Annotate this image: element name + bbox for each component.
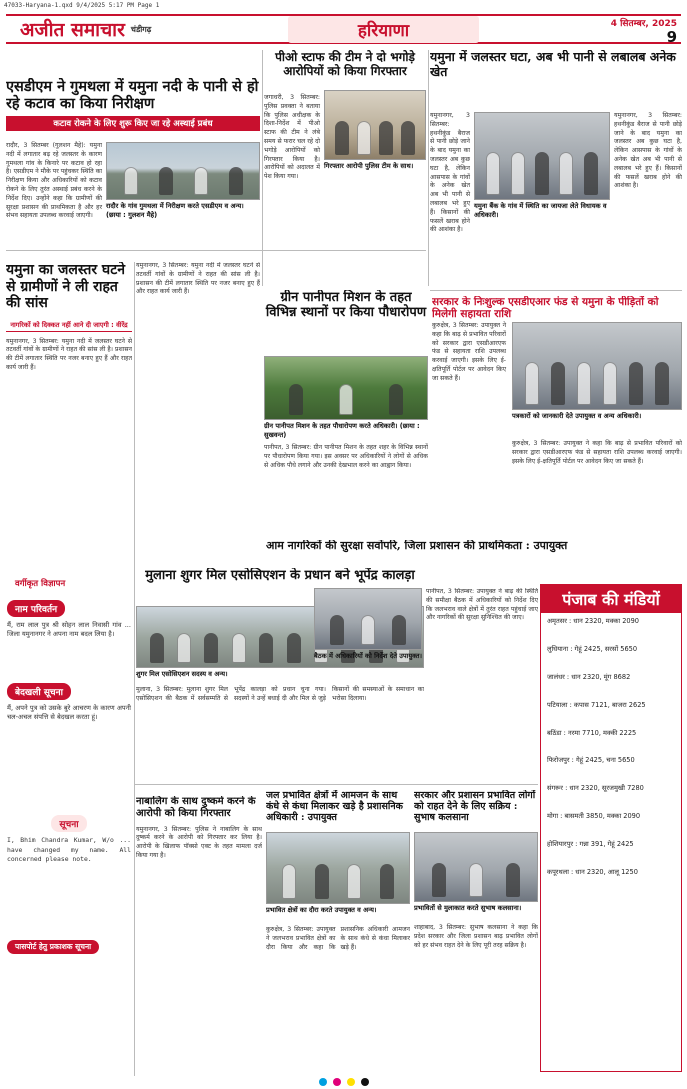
mandi-line: बठिंडा : नरमा 7710, मक्की 2225 (547, 728, 637, 737)
article-photo (314, 588, 422, 650)
article-subhead: कटाव रोकने के लिए शुरू किए जा रहे अस्थाई प्रबंध (6, 116, 260, 131)
article-headline: नाबालिग के साथ दुष्कर्म करने के आरोपी को किया गिरफ्तार (136, 796, 256, 819)
article-headline: जल प्रभावित क्षेत्रों में आमजन के साथ कंधे से कंधा मिलाकर खड़े है प्रशासनिक अधिकारी : उपायुक्त (266, 790, 403, 824)
paper-city: चंडीगढ़ (130, 24, 152, 34)
mandi-line: होशियारपुर : गन्ना 391, गेहूं 2425 (547, 840, 634, 849)
mandi-line: अमृतसर : धान 2320, मक्का 2090 (547, 617, 639, 625)
section-title-wrap (206, 16, 561, 42)
column-rule (428, 50, 429, 286)
article-headline: मुलाना शुगर मिल एसोसिएशन के प्रधान बने भूपेंद्र कालड़ा (145, 568, 415, 583)
article-body: जगाधरी, 3 सितम्बर: पुलिस प्रवक्ता ने बताया कि पुलिस अधीक्षक के दिशा-निर्देश में पीओ स्टाफ की टीम ने लंबे समय से फरार चल रहे दो भगोड़े आरोपियों को गिरफ्तार किया है। आरोपियों को अदालत में पेश किया गया। (264, 94, 320, 181)
mandi-list (541, 613, 681, 900)
photo-caption: रादौर के गांव गुमथला में निरीक्षण करते एसडीएम व अन्य। (छाया : गुलशन मैहे) (106, 202, 244, 219)
mandi-line: फिरोजपुर : गेहूं 2425, चना 5650 (547, 756, 635, 765)
disown-tag: बेदखली सूचना (7, 683, 71, 700)
article-body: पानीपत, 3 सितम्बर: उपायुक्त ने बाढ़ की स्थिति की समीक्षा बैठक में अधिकारियों को निर्देश दिए कि जलभराव वाले क्षेत्रों में तुरंत राहत पहुंचाई जाए और नागरिकों की सुरक्षा सुनिश्चित की जाए। (426, 588, 538, 622)
print-slug: 47033-Haryana-1.qxd 9/4/2025 5:17 PM Page 1 (4, 2, 160, 9)
article-photo (264, 356, 428, 420)
article-gumthala (6, 78, 260, 238)
article-headline: सरकार के निःशुल्क एसडीएआर फंड से यमुना के पीड़ितों को मिलेगी सहायता राशि (432, 296, 659, 321)
article-headline: सरकार और प्रशासन प्रभावित लोगों को राहत देने के लिए सक्रिय : सुभाष कलसाना (414, 790, 536, 824)
mandi-line: संगरूर : धान 2320, सूरजमुखी 7280 (547, 784, 644, 793)
article-body: कुरुक्षेत्र, 3 सितम्बर: उपायुक्त ने जलभराव प्रभावित क्षेत्रों का दौरा किया और कहा कि प्रशासनिक अधिकारी आमजन के साथ कंधे से कंधा मिलाकर खड़े हैं। (266, 926, 410, 951)
article-photo (512, 322, 682, 410)
article-headline: यमुना में जलस्तर घटा, अब भी पानी से लबालब अनेक खेत (430, 50, 676, 79)
article-photo (266, 832, 410, 904)
article-body-cont: कुरुक्षेत्र, 3 सितम्बर: उपायुक्त ने कहा कि बाढ़ से प्रभावित परिवारों को सरकार द्वारा एसडीआरएफ फंड से सहायता राशि उपलब्ध करवाई जाएगी। इसके लिए ई-क्षतिपूर्ति पोर्टल पर आवेदन किए जा सकते हैं। (512, 440, 682, 465)
article-photo (324, 90, 426, 160)
article-body: मुलाना, 3 सितम्बर: मुलाना शुगर मिल एसोसिएशन की बैठक में सर्वसम्मति से भूपेंद्र कालड़ा को प्रधान चुना गया। सदस्यों ने उन्हें बधाई दी और मिल से जुड़े किसानों की समस्याओं के समाधान का भरोसा दिलाया। (136, 686, 424, 702)
article-arrest (136, 796, 262, 1076)
article-dc-safety-head (260, 540, 680, 580)
article-body: यमुनानगर, 3 सितम्बर: यमुना नदी में जलस्तर घटने से तटवर्ती गांवों के ग्रामीणों ने राहत की सांस ली है। प्रशासन की टीमें लगातार स्थिति पर नजर बनाए हुए हैं और राहत कार्य जारी हैं। (6, 337, 132, 371)
passport-tag: पासपोर्ट हेतु प्रकाशक सूचना (7, 940, 99, 954)
photo-caption: शुगर मिल एसोसिएशन सदस्य व अन्य। (136, 670, 228, 678)
article-body-cont: यमुनानगर, 3 सितम्बर: हथनीकुंड बैराज से पानी छोड़े जाने के बाद यमुना का जलस्तर अब कुछ घटा है, लेकिन आसपास के गांवों के अनेक खेत अब भी पानी से लबालब भरे हुए हैं। किसानों की फसलें खराब होने की आशंका है। (614, 112, 682, 190)
masthead-brand (6, 16, 206, 42)
name-change-tag: नाम परिवर्तन (7, 600, 65, 617)
article-body: यमुनानगर, 3 सितम्बर: हथनीकुंड बैराज से पानी छोड़े जाने के बाद यमुना का जलस्तर अब कुछ घटा है, लेकिन आसपास के गांवों के अनेक खेत अब भी पानी से लबालब भरे हुए हैं। किसानों की फसलें खराब होने की आशंका है। (430, 112, 470, 234)
photo-caption: ग्रीन पानीपत मिशन के तहत पौधारोपण करते अधिकारी। (छाया : सुखवन्त) (264, 422, 420, 439)
section-rule (430, 290, 682, 291)
photo-caption: यमुना बैंक के गांव में स्थिति का जायजा लेते विधायक व अधिकारी। (474, 202, 607, 219)
article-dc-safety-body (426, 588, 538, 788)
article-headline: पीओ स्टाफ की टीम ने दो भगोड़े आरोपियों को किया गिरफ्तार (275, 50, 415, 79)
article-body: पानीपत, 3 सितम्बर: ग्रीन पानीपत मिशन के तहत शहर के विभिन्न स्थानों पर पौधारोपण किया गया। इस अवसर पर अधिकारियों ने लोगों से अधिक से अधिक पौधे लगाने और उनकी देखभाल करने का आह्वान किया। (264, 444, 428, 469)
name-change-text: मैं, राम लाल पुत्र श्री सोहन लाल निवासी गांव ... जिला यमुनानगर ने अपना नाम बदल लिया है। (7, 621, 131, 639)
article-photo (474, 112, 610, 200)
masthead (6, 14, 681, 44)
article-body: शाहाबाद, 3 सितम्बर: सुभाष कलसाना ने कहा कि प्रदेश सरकार और जिला प्रशासन बाढ़ प्रभावित लोगों को हर संभव राहत देने के लिए पूरी तरह सक्रिय है। (414, 924, 538, 949)
photo-caption: बैठक में अधिकारियों को निर्देश देते उपायुक्त। (314, 652, 422, 660)
article-body-cont: यमुनानगर, 3 सितम्बर: यमुना नदी में जलस्तर घटने से तटवर्ती गांवों के ग्रामीणों ने राहत की सांस ली है। प्रशासन की टीमें लगातार स्थिति पर नजर बनाए हुए हैं और राहत कार्य जारी हैं। (136, 262, 260, 296)
mandi-line: पटियाला : कपास 7121, बाजरा 2625 (547, 700, 646, 709)
masthead-meta (561, 16, 681, 46)
article-relief (6, 262, 132, 562)
mandi-line: जालंधर : धान 2320, मूंग 8682 (547, 672, 631, 681)
article-headline: एसडीएम ने गुमथला में यमुना नदी के पानी से हो रहे कटाव का किया निरीक्षण (6, 78, 259, 113)
punjab-mandi-box (540, 584, 682, 1072)
mandi-line: कपूरथला : धान 2320, आलू 1250 (547, 868, 638, 877)
mandi-line: लुधियाना : गेहूं 2425, सरसों 5650 (547, 644, 638, 653)
article-yamuna-level (430, 50, 682, 282)
classified-sidebar (6, 568, 132, 1073)
article-body: कुरुक्षेत्र, 3 सितम्बर: उपायुक्त ने कहा कि बाढ़ से प्रभावित परिवारों को सरकार द्वारा एसडीआरएफ फंड से सहायता राशि उपलब्ध करवाई जाएगी। इसके लिए ई-क्षतिपूर्ति पोर्टल पर आवेदन किए जा सकते हैं। (432, 322, 506, 382)
article-body: यमुनानगर, 3 सितम्बर: पुलिस ने नाबालिग के साथ दुष्कर्म करने के आरोपी को गिरफ्तार कर लिया है। आरोपी के खिलाफ पॉक्सो एक्ट के तहत मामला दर्ज किया गया है। (136, 825, 262, 859)
mandi-line: मोगा : बासमती 3850, मक्का 2090 (547, 812, 641, 821)
section-rule (134, 784, 538, 785)
article-dc-safety-photo (270, 588, 422, 754)
article-photo (414, 832, 538, 902)
article-po-staff (264, 50, 426, 240)
paper-name: अजीत समाचार (20, 19, 125, 41)
issue-date: 4 सितम्बर, 2025 (610, 19, 677, 29)
color-registration-strip (0, 1078, 687, 1089)
photo-caption: पत्रकारों को जानकारी देते उपायुक्त व अन्य अधिकारी। (512, 412, 642, 420)
notice-text: I, Bhim Chandra Kumar, W/o ... have changed my name. All concerned please note. (7, 836, 131, 863)
disown-text: मैं, अपने पुत्र को उसके बुरे आचरण के कारण अपनी चल-अचल संपत्ति से बेदखल करता हूं। (7, 703, 131, 722)
section-title: हरियाणा (288, 16, 479, 43)
photo-caption: प्रभावित क्षेत्रों का दौरा करते उपायुक्त व अन्य। (266, 906, 377, 914)
article-relief-cont (136, 262, 260, 562)
section-rule (6, 250, 426, 251)
article-kalsana (414, 790, 538, 1076)
article-photo (106, 142, 260, 200)
article-sdrf-fund (432, 296, 682, 536)
photo-caption: गिरफ्तार आरोपी पुलिस टीम के साथ। (324, 162, 414, 170)
page-number: 9 (666, 28, 677, 46)
article-green-panipat (264, 290, 428, 520)
photo-caption: प्रभावितों से मुलाकात करते सुभाष कलसाना। (414, 904, 522, 912)
article-headline: आम नागरिकों की सुरक्षा सर्वोपरि, जिला प्रशासन की प्राथमिकता : उपायुक्त (266, 540, 568, 552)
mandi-title: पंजाब की मंडियों (541, 585, 681, 613)
article-headline: यमुना का जलस्तर घटने से ग्रामीणों ने ली राहत की सांस (6, 262, 126, 312)
article-headline: ग्रीन पानीपत मिशन के तहत विभिन्न स्थानों पर किया पौधारोपण (265, 290, 427, 321)
column-rule (134, 262, 135, 1076)
article-body: रादौर, 3 सितम्बर (गुलशन मैहे): यमुना नदी में लगातार बढ़ रहे जलस्तर के कारण गुमथला गांव के किनारे पर कटाव हो रहा है। एसडीएम ने मौके पर पहुंचकर स्थिति का निरीक्षण किया और अधिकारियों को कटाव रोकने के लिए तुरंत अस्थाई प्रबंध करने के निर्देश दिए। उन्होंने कहा कि ग्रामीणों की सुरक्षा प्रशासन की प्राथमिकता है और हर संभव सहायता उपलब्ध करवाई जाएगी। (6, 142, 102, 220)
article-subhead: नागरिकों को दिक्कत नहीं आने दी जाएगी : वीरेंद्र (6, 318, 132, 332)
notice-tag: सूचना (51, 815, 86, 832)
classified-tag: वर्गीकृत विज्ञापन (7, 576, 73, 591)
article-dc-ground (266, 790, 410, 1076)
